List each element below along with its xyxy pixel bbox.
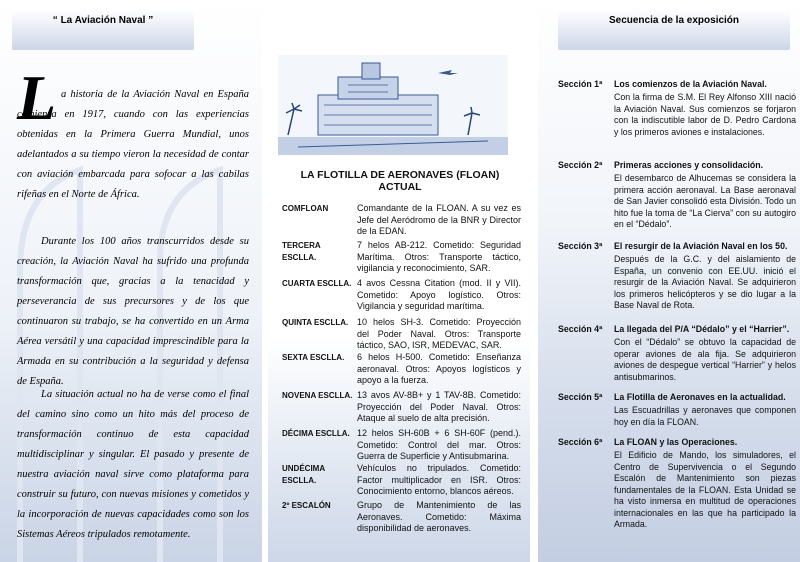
section-heading: Los comienzos de la Aviación Naval. [614, 79, 767, 89]
section-text: El desembarco de Alhucemas se considera la primera acción aeronaval. La Base aeronaval de San Javier consolidó esta División. Todo un hito fue la toma de “La Cierva” con su autogiro en el “Dédalo”. [614, 173, 796, 229]
left-panel [0, 0, 262, 562]
row-text: 13 avos AV-8B+ y 1 TAV-8B. Cometido: Proyección del Poder Naval. Otros: Ataque al suelo de alta precisión. [357, 390, 521, 423]
middle-title: LA FLOTILLA DE AERONAVES (FLOAN) ACTUAL [300, 169, 500, 193]
row-text: Vehículos no tripulados. Cometido: Factor multiplicador en ISR. Otros: Conocimiento entorno, blancos aéreos. [357, 463, 521, 496]
section-heading: Primeras acciones y consolidación. [614, 160, 764, 170]
middle-panel [268, 0, 530, 562]
section-text: El Edificio de Mando, los simuladores, el Centro de Supervivencia o el Segundo Escalón de Mantenimiento son piezas fundamentales de la FLOAN. Esta Unidad se ha visto inmersa en multitud de operaciones internacionales en las que ha participado la Armada. [614, 450, 796, 529]
left-paragraph-3: La situación actual no ha de verse como el final del camino sino como un hito más del proceso de transformación continuo de esta capacidad multidisciplinar y singular. El pasado y presente de nuestra aviación naval sirve como plataforma para construir su futuro, con nuevas misiones y cometidos y la incorporación de nuevas capacidades como son los Sistemas Aéreos tripulados remotamente. [17, 389, 249, 540]
section-label: Sección 4ª [558, 324, 603, 334]
right-title: Secuencia de la exposición [608, 15, 740, 26]
section-label: Sección 3ª [558, 241, 603, 251]
section-text: Con el “Dédalo” se obtuvo la capacidad de operar aviones de ala fija. Se adquirieron aviones de despegue vertical “Harrier” y helos antisubmarinos. [614, 337, 796, 382]
left-title-tab [12, 10, 194, 50]
row-label: UNDÉCIMA ESCLLA. [282, 464, 325, 485]
section-heading: La llegada del P/A “Dédalo” y el “Harrier”. [614, 324, 790, 334]
right-title-tab [558, 10, 790, 50]
right-panel [538, 0, 800, 562]
row-label: NOVENA ESCLLA. [282, 391, 353, 400]
section-label: Sección 6ª [558, 437, 603, 447]
left-title: “ La Aviación Naval ” [52, 15, 154, 26]
row-text: 6 helos H-500. Cometido: Enseñanza aeronaval. Otros: Apoyos logísticos y apoyo a la fuerza. [357, 352, 521, 385]
section-text: Las Escuadrillas y aeronaves que componen hoy en día la FLOAN. [614, 405, 796, 427]
row-text: Grupo de Mantenimiento de las Aeronaves. Cometido: Máxima disponibilidad de aeronaves. [357, 500, 521, 533]
section-heading: La FLOAN y las Operaciones. [614, 437, 738, 447]
section-heading: El resurgir de la Aviación Naval en los 50. [614, 241, 788, 251]
building-illustration [278, 55, 508, 155]
row-text: Comandante de la FLOAN. A su vez es Jefe del Aeródromo de la BNR y Director de la EDAN. [357, 203, 521, 236]
section-label: Sección 1ª [558, 79, 603, 89]
drop-cap: L [17, 62, 57, 133]
row-text: 10 helos SH-3. Cometido: Proyección del Poder Naval. Otros: Transporte táctico, SAO, ISR, MEDEVAC, SAR. [357, 317, 521, 350]
row-text: 12 helos SH-60B + 6 SH-60F (pend.). Cometido: Control del mar. Otros: Guerra de Superficie y Antisubmarina. [357, 428, 521, 461]
left-paragraph-2: Durante los 100 años transcurridos desde su creación, la Aviación Naval ha sufrido una profunda transformación que, gracias a la tenacidad y perseverancia de sus precursores y de los que continuaron su trabajo, se ha convertido en un Arma Aérea versátil y una capacidad imprescindible para la Armada en su contribución a la seguridad y defensa de España. [17, 236, 249, 387]
row-text: 7 helos AB-212. Cometido: Seguridad Marítima. Otros: Transporte táctico, vigilancia y reconocimiento, SAR. [357, 240, 521, 273]
section-heading: La Flotilla de Aeronaves en la actualidad. [614, 392, 786, 402]
row-label: COMFLOAN [282, 204, 329, 213]
row-label: QUINTA ESCLLA. [282, 318, 349, 327]
row-label: TERCERA ESCLLA. [282, 241, 321, 262]
row-label: DÉCIMA ESCLLA. [282, 429, 350, 438]
section-text: Después de la G.C. y del aislamiento de España, un convenio con EE.UU. inició el resurgir de la Aviación Naval. Se adquirieron los primeros helicópteros y se dio lugar a la Base Naval de Rota. [614, 254, 796, 310]
section-label: Sección 5ª [558, 392, 603, 402]
row-label: 2º ESCALÓN [282, 501, 331, 510]
row-label: CUARTA ESCLLA. [282, 279, 352, 288]
left-paragraph-1: a historia de la Aviación Naval en España comienza en 1917, cuando con las experiencias obtenidas en la Primera Guerra Mundial, unos adelantados a su tiempo vieron la necesidad de contar con aviación embarcada para sofocar a las cabilas rifeñas en el Norte de África. [17, 89, 249, 200]
row-text: 4 avos Cessna Citation (mod. II y VII). Cometido: Apoyo logístico. Otros: Vigilancia y seguridad marítima. [357, 278, 521, 311]
row-label: SEXTA ESCLLA. [282, 353, 345, 362]
section-text: Con la firma de S.M. El Rey Alfonso XIII nació la Aviación Naval. Sus comienzos se forjaron con la indiscutible labor de D. Pedro Cardona y los primeros aviones e instalaciones. [614, 92, 796, 137]
section-label: Sección 2ª [558, 160, 603, 170]
